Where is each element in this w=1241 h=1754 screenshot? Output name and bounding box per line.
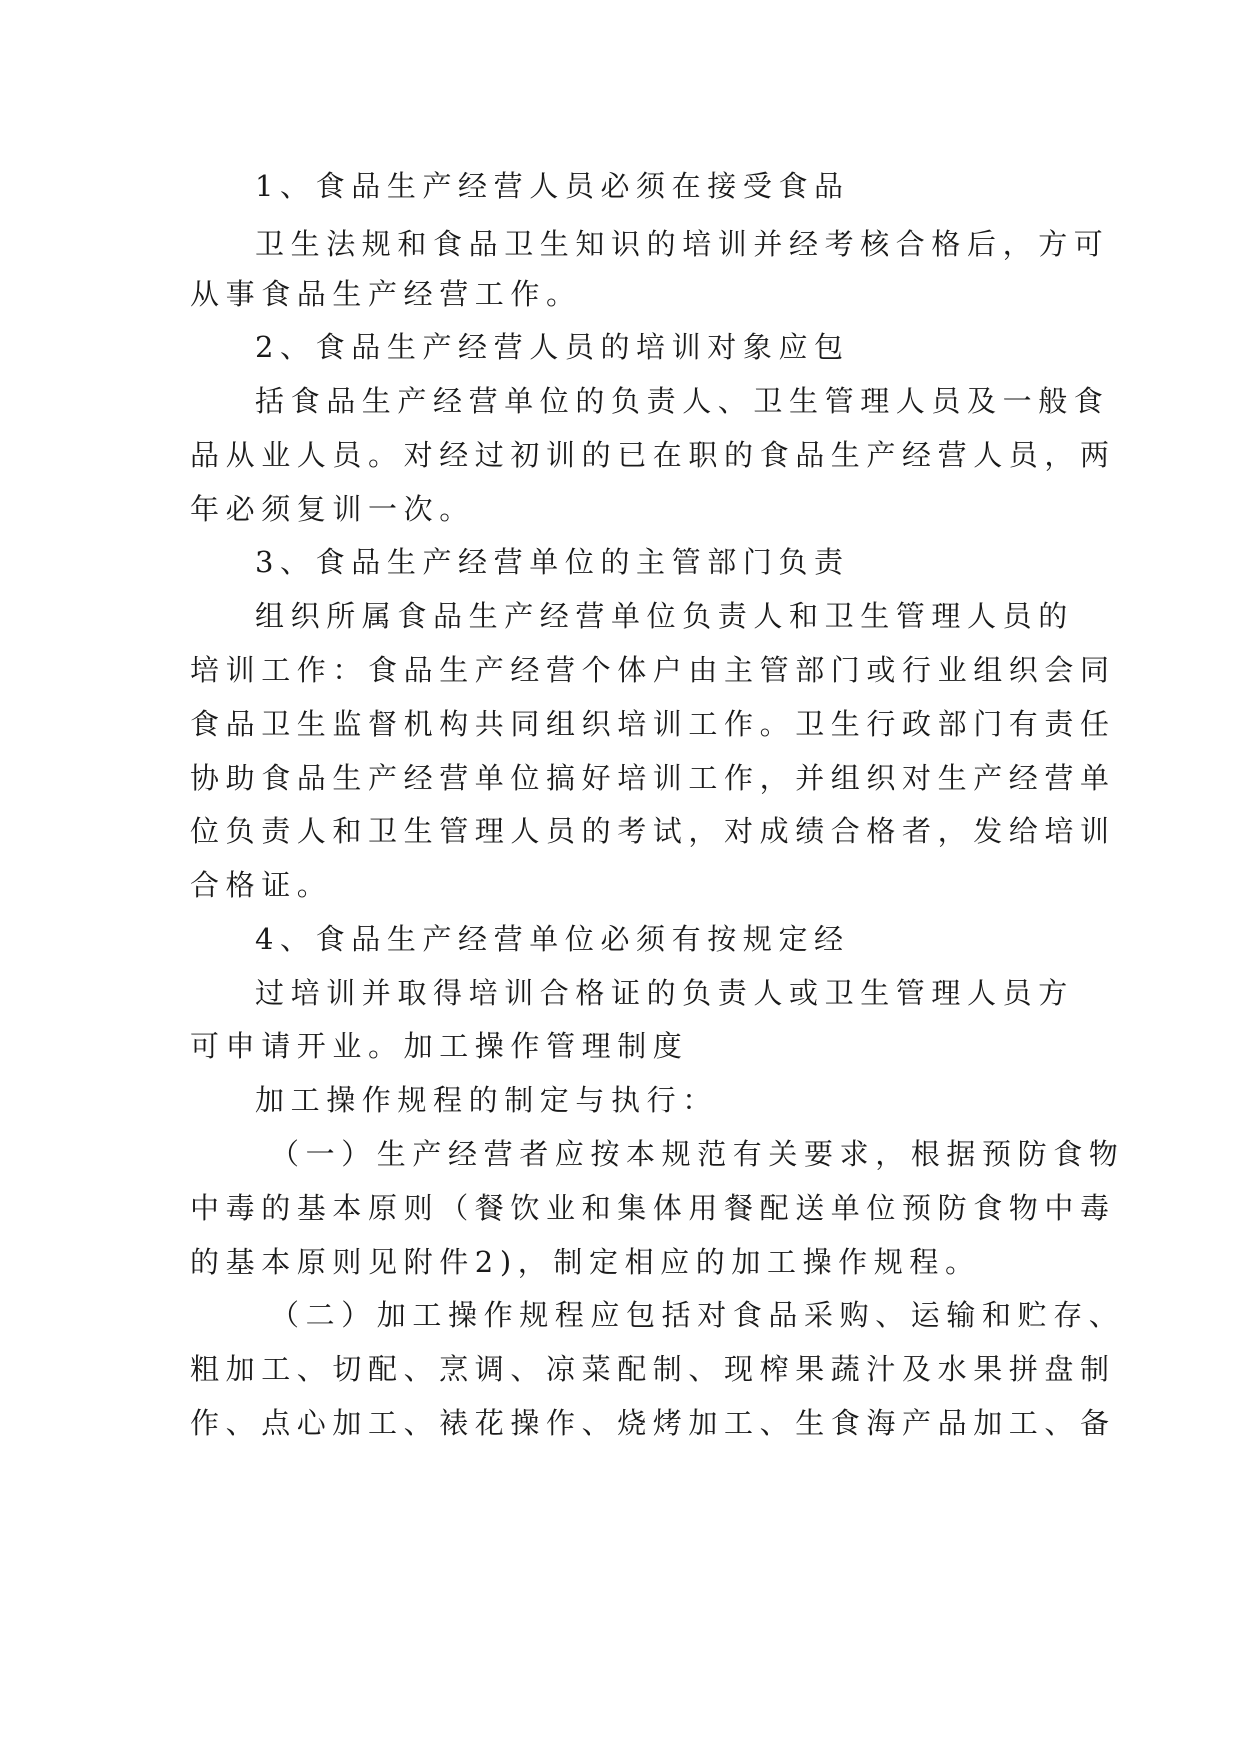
text-line: 年必须复训一次。 bbox=[190, 492, 475, 526]
text-line: 加工操作规程的制定与执行： bbox=[255, 1083, 718, 1117]
text-line: 过培训并取得培训合格证的负责人或卫生管理人员方 bbox=[255, 976, 1074, 1010]
text-line: 合格证。 bbox=[190, 868, 333, 902]
text-line: 中毒的基本原则（餐饮业和集体用餐配送单位预防食物中毒 bbox=[190, 1191, 1116, 1225]
text-line: 位负责人和卫生管理人员的考试，对成绩合格者，发给培训 bbox=[190, 814, 1116, 848]
text-line: （二）加工操作规程应包括对食品采购、运输和贮存、 bbox=[270, 1298, 1125, 1332]
text-line: 食品卫生监督机构共同组织培训工作。卫生行政部门有责任 bbox=[190, 707, 1116, 741]
text-line: 3、食品生产经营单位的主管部门负责 bbox=[255, 545, 850, 579]
text-line: 括食品生产经营单位的负责人、卫生管理人员及一般食 bbox=[255, 384, 1110, 418]
text-line: 可申请开业。加工操作管理制度 bbox=[190, 1029, 689, 1063]
text-line: 2、食品生产经营人员的培训对象应包 bbox=[255, 330, 850, 364]
text-line: 的基本原则见附件2)，制定相应的加工操作规程。 bbox=[190, 1245, 981, 1279]
text-line: 粗加工、切配、烹调、凉菜配制、现榨果蔬汁及水果拼盘制 bbox=[190, 1352, 1116, 1386]
text-line: 作、点心加工、裱花操作、烧烤加工、生食海产品加工、备 bbox=[190, 1406, 1116, 1440]
text-line: 组织所属食品生产经营单位负责人和卫生管理人员的 bbox=[255, 599, 1074, 633]
text-line: 从事食品生产经营工作。 bbox=[190, 277, 582, 311]
text-line: 培训工作：食品生产经营个体户由主管部门或行业组织会同 bbox=[190, 653, 1116, 687]
text-line: 协助食品生产经营单位搞好培训工作，并组织对生产经营单 bbox=[190, 761, 1116, 795]
text-line: 卫生法规和食品卫生知识的培训并经考核合格后，方可 bbox=[255, 227, 1110, 261]
text-line: 品从业人员。对经过初训的已在职的食品生产经营人员，两 bbox=[190, 438, 1116, 472]
text-line: 1、食品生产经营人员必须在接受食品 bbox=[255, 169, 850, 203]
text-line: （一）生产经营者应按本规范有关要求，根据预防食物 bbox=[270, 1137, 1125, 1171]
text-line: 4、食品生产经营单位必须有按规定经 bbox=[255, 922, 850, 956]
